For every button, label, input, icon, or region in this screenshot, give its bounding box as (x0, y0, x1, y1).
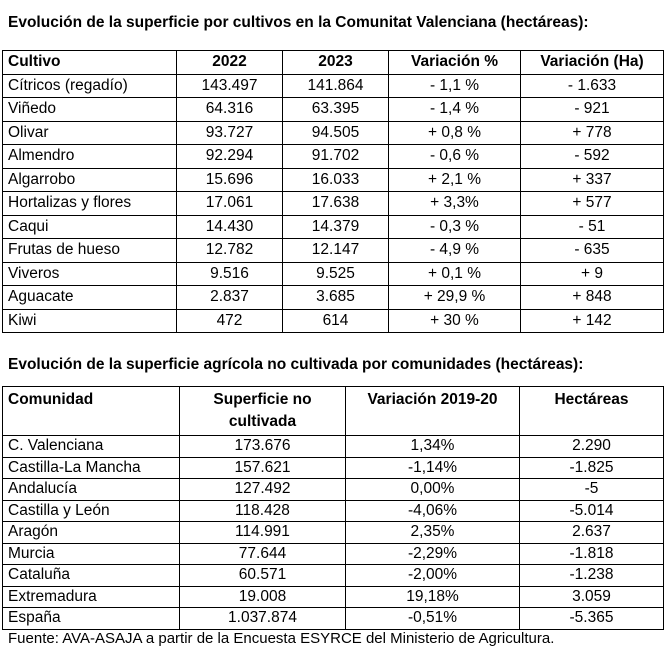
table-cell: -4,06% (346, 500, 520, 522)
column-header: Superficie no cultivada (180, 387, 346, 436)
table-cell: Cataluña (3, 565, 180, 587)
table-cell: 614 (283, 309, 389, 333)
table-cell: 64.316 (177, 98, 283, 122)
table-cell: 1.037.874 (180, 608, 346, 630)
table-cell: Olivar (3, 121, 177, 145)
table-cell: - 1.633 (521, 74, 664, 98)
table-cell: -1.238 (520, 565, 664, 587)
table-cell: -1.818 (520, 543, 664, 565)
table-cell: 472 (177, 309, 283, 333)
table-cell: -2,29% (346, 543, 520, 565)
table-cell: Almendro (3, 145, 177, 169)
table-cell: 118.428 (180, 500, 346, 522)
table-cell: 9.516 (177, 262, 283, 286)
crops-table (2, 50, 664, 333)
table-cell: 16.033 (283, 168, 389, 192)
table-cell: + 577 (521, 192, 664, 216)
table-cell: Kiwi (3, 309, 177, 333)
column-header: 2022 (177, 51, 283, 75)
table-cell: + 778 (521, 121, 664, 145)
table-row (3, 543, 664, 565)
table-cell: 0,00% (346, 479, 520, 501)
table-cell: Castilla-La Mancha (3, 457, 180, 479)
source-note: Fuente: AVA-ASAJA a partir de la Encuesta ESYRCE del Ministerio de Agricultura. (8, 630, 555, 647)
column-header: Hectáreas (520, 387, 664, 436)
table-row (3, 500, 664, 522)
table-cell: Viveros (3, 262, 177, 286)
table-cell: -5.014 (520, 500, 664, 522)
table-cell: - 51 (521, 215, 664, 239)
table-cell: 15.696 (177, 168, 283, 192)
table-cell: Extremadura (3, 586, 180, 608)
table-cell: - 4,9 % (389, 239, 521, 263)
table-row (3, 608, 664, 630)
table-cell: 17.638 (283, 192, 389, 216)
table-cell: 173.676 (180, 436, 346, 458)
table-cell: + 848 (521, 286, 664, 310)
table-cell: - 635 (521, 239, 664, 263)
column-header: 2023 (283, 51, 389, 75)
table-cell: Frutas de hueso (3, 239, 177, 263)
table-cell: 92.294 (177, 145, 283, 169)
table1-title: Evolución de la superficie por cultivos en la Comunitat Valenciana (hectáreas): (8, 14, 589, 31)
table-cell: 9.525 (283, 262, 389, 286)
table-cell: Algarrobo (3, 168, 177, 192)
table-row (3, 145, 664, 169)
table-row (3, 121, 664, 145)
table-cell: C. Valenciana (3, 436, 180, 458)
table-row (3, 262, 664, 286)
table-cell: 12.147 (283, 239, 389, 263)
table-row (3, 586, 664, 608)
table-cell: Castilla y León (3, 500, 180, 522)
table-row (3, 168, 664, 192)
table-cell: -5 (520, 479, 664, 501)
table-cell: -2,00% (346, 565, 520, 587)
table-row (3, 457, 664, 479)
table-cell: 141.864 (283, 74, 389, 98)
table-row (3, 479, 664, 501)
table-cell: 19,18% (346, 586, 520, 608)
table-cell: España (3, 608, 180, 630)
table-cell: + 29,9 % (389, 286, 521, 310)
table-cell: + 3,3% (389, 192, 521, 216)
table-cell: -5.365 (520, 608, 664, 630)
table-cell: + 142 (521, 309, 664, 333)
table-cell: Aragón (3, 522, 180, 544)
table-row (3, 239, 664, 263)
table-cell: 157.621 (180, 457, 346, 479)
table-cell: -0,51% (346, 608, 520, 630)
table-cell: Murcia (3, 543, 180, 565)
table-cell: 2.290 (520, 436, 664, 458)
table-cell: 2.637 (520, 522, 664, 544)
table-cell: 14.379 (283, 215, 389, 239)
table-cell: - 1,4 % (389, 98, 521, 122)
column-header: Cultivo (3, 51, 177, 75)
table-cell: 3.685 (283, 286, 389, 310)
table-cell: Caqui (3, 215, 177, 239)
table-cell: 17.061 (177, 192, 283, 216)
table-cell: 77.644 (180, 543, 346, 565)
column-header: Variación 2019-20 (346, 387, 520, 436)
table-cell: - 0,6 % (389, 145, 521, 169)
table-row (3, 98, 664, 122)
column-header: Variación % (389, 51, 521, 75)
table-cell: - 0,3 % (389, 215, 521, 239)
table-cell: 14.430 (177, 215, 283, 239)
table-cell: 114.991 (180, 522, 346, 544)
table-cell: Aguacate (3, 286, 177, 310)
table-cell: 3.059 (520, 586, 664, 608)
table-cell: 143.497 (177, 74, 283, 98)
table-cell: 63.395 (283, 98, 389, 122)
table-cell: + 2,1 % (389, 168, 521, 192)
table-row (3, 192, 664, 216)
table-row (3, 309, 664, 333)
table-cell: 91.702 (283, 145, 389, 169)
table-cell: + 0,8 % (389, 121, 521, 145)
table-cell: + 9 (521, 262, 664, 286)
table-cell: + 337 (521, 168, 664, 192)
column-header: Comunidad (3, 387, 180, 436)
table-header-row (3, 387, 664, 436)
table-cell: 94.505 (283, 121, 389, 145)
table-row (3, 215, 664, 239)
table-cell: - 1,1 % (389, 74, 521, 98)
table-cell: Cítricos (regadío) (3, 74, 177, 98)
table-row (3, 436, 664, 458)
table-row (3, 565, 664, 587)
table-cell: Viñedo (3, 98, 177, 122)
uncultivated-table (2, 386, 664, 630)
table-cell: 2.837 (177, 286, 283, 310)
table-cell: + 0,1 % (389, 262, 521, 286)
table-cell: 127.492 (180, 479, 346, 501)
table-cell: + 30 % (389, 309, 521, 333)
table-cell: 19.008 (180, 586, 346, 608)
table-header-row (3, 51, 664, 75)
table-cell: 2,35% (346, 522, 520, 544)
table-cell: -1.825 (520, 457, 664, 479)
table-cell: -1,14% (346, 457, 520, 479)
table-row (3, 522, 664, 544)
column-header: Variación (Ha) (521, 51, 664, 75)
table-cell: - 921 (521, 98, 664, 122)
table-cell: 12.782 (177, 239, 283, 263)
table-cell: Andalucía (3, 479, 180, 501)
table-cell: Hortalizas y flores (3, 192, 177, 216)
table-cell: 60.571 (180, 565, 346, 587)
table-row (3, 286, 664, 310)
table-cell: 93.727 (177, 121, 283, 145)
table-row (3, 74, 664, 98)
table2-title: Evolución de la superficie agrícola no cultivada por comunidades (hectáreas): (8, 356, 584, 373)
table-cell: 1,34% (346, 436, 520, 458)
table-cell: - 592 (521, 145, 664, 169)
